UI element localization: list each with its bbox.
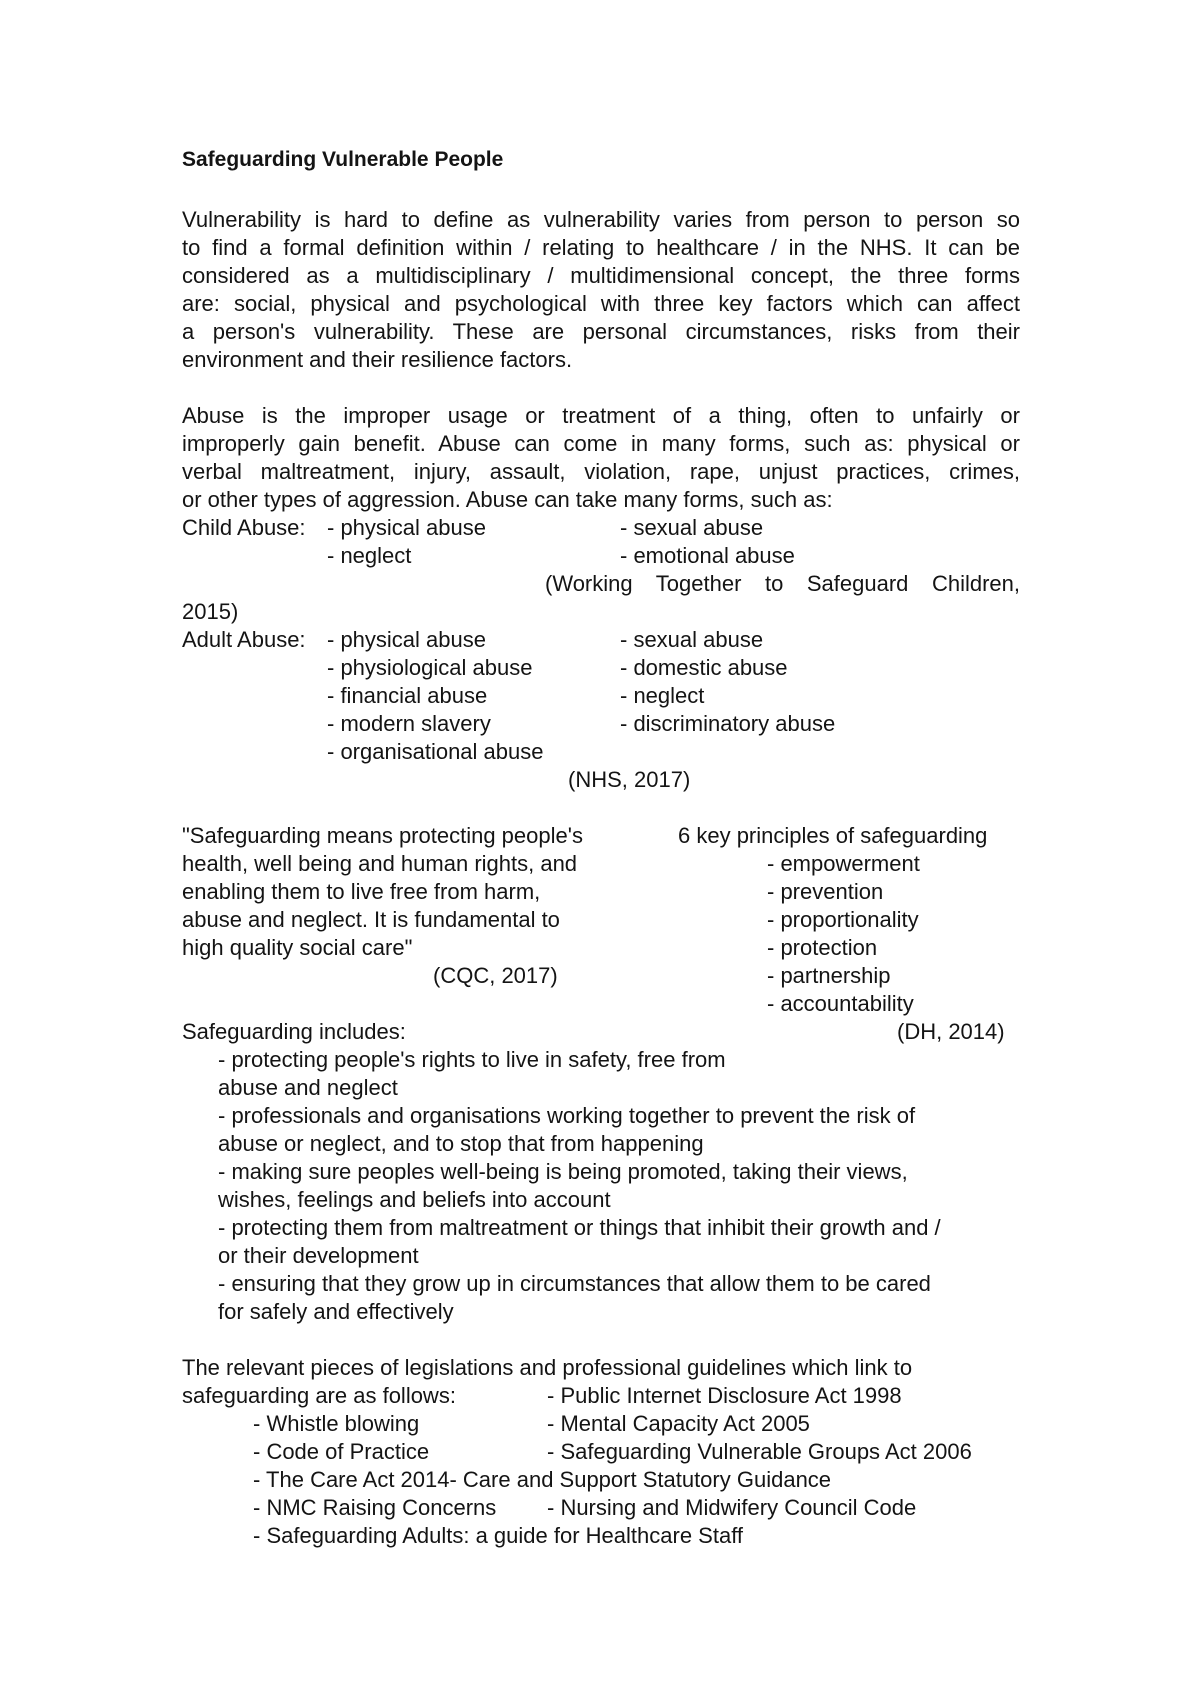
- principles-citation: (DH, 2014): [897, 1019, 1005, 1044]
- abuse-line: or other types of aggression. Abuse can take many forms, such as:: [182, 487, 833, 512]
- abuse-line: Abuse is the improper usage or treatment of a thing, often to unfairly or: [182, 403, 1020, 428]
- legislation-item: - Public Internet Disclosure Act 1998: [547, 1383, 902, 1408]
- adult-abuse-item: - financial abuse: [327, 683, 488, 708]
- adult-abuse-item: - physiological abuse: [327, 655, 533, 680]
- includes-line: - protecting people's rights to live in safety, free from: [218, 1047, 726, 1072]
- child-abuse-item: - neglect: [327, 543, 412, 568]
- includes-line: - ensuring that they grow up in circumstances that allow them to be cared: [218, 1271, 931, 1296]
- includes-line: wishes, feelings and beliefs into account: [218, 1187, 611, 1212]
- child-abuse-item: - sexual abuse: [620, 515, 764, 540]
- adult-abuse-item: - modern slavery: [327, 711, 491, 736]
- legislation-item: - Safeguarding Adults: a guide for Healthcare Staff: [253, 1523, 744, 1548]
- legislation-item: - Mental Capacity Act 2005: [547, 1411, 810, 1436]
- adult-abuse-item: - domestic abuse: [620, 655, 788, 680]
- includes-line: or their development: [218, 1243, 419, 1268]
- vulnerability-line: Vulnerability is hard to define as vulnerability varies from person to person so: [182, 207, 1020, 232]
- legislation-item: - The Care Act 2014- Care and Support Statutory Guidance: [253, 1467, 832, 1492]
- quote-line: "Safeguarding means protecting people's: [182, 823, 583, 848]
- includes-line: - professionals and organisations working together to prevent the risk of: [218, 1103, 916, 1128]
- includes-line: - making sure peoples well-being is being promoted, taking their views,: [218, 1159, 908, 1184]
- legislation-item: - Safeguarding Vulnerable Groups Act 2006: [547, 1439, 972, 1464]
- principle-item: - prevention: [767, 879, 884, 904]
- principle-item: - protection: [767, 935, 878, 960]
- child-abuse-label: Child Abuse:: [182, 515, 306, 540]
- quote-line: enabling them to live free from harm,: [182, 879, 541, 904]
- adult-abuse-item: - neglect: [620, 683, 705, 708]
- vulnerability-line: considered as a multidisciplinary / multidimensional concept, the three forms: [182, 263, 1020, 288]
- vulnerability-line: environment and their resilience factors.: [182, 347, 573, 372]
- legislation-intro: safeguarding are as follows:: [182, 1383, 456, 1408]
- principle-item: - empowerment: [767, 851, 920, 876]
- child-abuse-citation-year: 2015): [182, 599, 239, 624]
- vulnerability-line: a person's vulnerability. These are personal circumstances, risks from their: [182, 319, 1020, 344]
- includes-line: abuse and neglect: [218, 1075, 398, 1100]
- adult-abuse-item: - physical abuse: [327, 627, 486, 652]
- child-abuse-item: - emotional abuse: [620, 543, 795, 568]
- principle-item: - proportionality: [767, 907, 919, 932]
- vulnerability-line: are: social, physical and psychological with three key factors which can affect: [182, 291, 1020, 316]
- adult-abuse-item: - organisational abuse: [327, 739, 544, 764]
- includes-line: abuse or neglect, and to stop that from happening: [218, 1131, 704, 1156]
- adult-abuse-label: Adult Abuse:: [182, 627, 306, 652]
- legislation-item: - NMC Raising Concerns: [253, 1495, 497, 1520]
- legislation-item: - Nursing and Midwifery Council Code: [547, 1495, 917, 1520]
- legislation-item: - Code of Practice: [253, 1439, 430, 1464]
- quote-line: abuse and neglect. It is fundamental to: [182, 907, 560, 932]
- quote-line: high quality social care": [182, 935, 413, 960]
- legislation-intro: The relevant pieces of legislations and professional guidelines which link to: [182, 1355, 913, 1380]
- quote-line: health, well being and human rights, and: [182, 851, 578, 876]
- child-abuse-item: - physical abuse: [327, 515, 486, 540]
- adult-abuse-item: - discriminatory abuse: [620, 711, 836, 736]
- abuse-line: verbal maltreatment, injury, assault, violation, rape, unjust practices, crimes,: [182, 459, 1020, 484]
- quote-citation: (CQC, 2017): [433, 963, 558, 988]
- adult-abuse-item: - sexual abuse: [620, 627, 764, 652]
- principle-item: - partnership: [767, 963, 891, 988]
- vulnerability-line: to find a formal definition within / relating to healthcare / in the NHS. It can be: [182, 235, 1020, 260]
- legislation-item: - Whistle blowing: [253, 1411, 420, 1436]
- document-title: Safeguarding Vulnerable People: [182, 148, 504, 171]
- child-abuse-citation: (Working Together to Safeguard Children,: [545, 571, 1020, 596]
- includes-heading: Safeguarding includes:: [182, 1019, 406, 1044]
- includes-line: for safely and effectively: [218, 1299, 454, 1324]
- principle-item: - accountability: [767, 991, 914, 1016]
- abuse-line: improperly gain benefit. Abuse can come in many forms, such as: physical or: [182, 431, 1020, 456]
- principles-heading: 6 key principles of safeguarding: [678, 823, 988, 848]
- adult-abuse-citation: (NHS, 2017): [568, 767, 691, 792]
- includes-line: - protecting them from maltreatment or things that inhibit their growth and /: [218, 1215, 941, 1240]
